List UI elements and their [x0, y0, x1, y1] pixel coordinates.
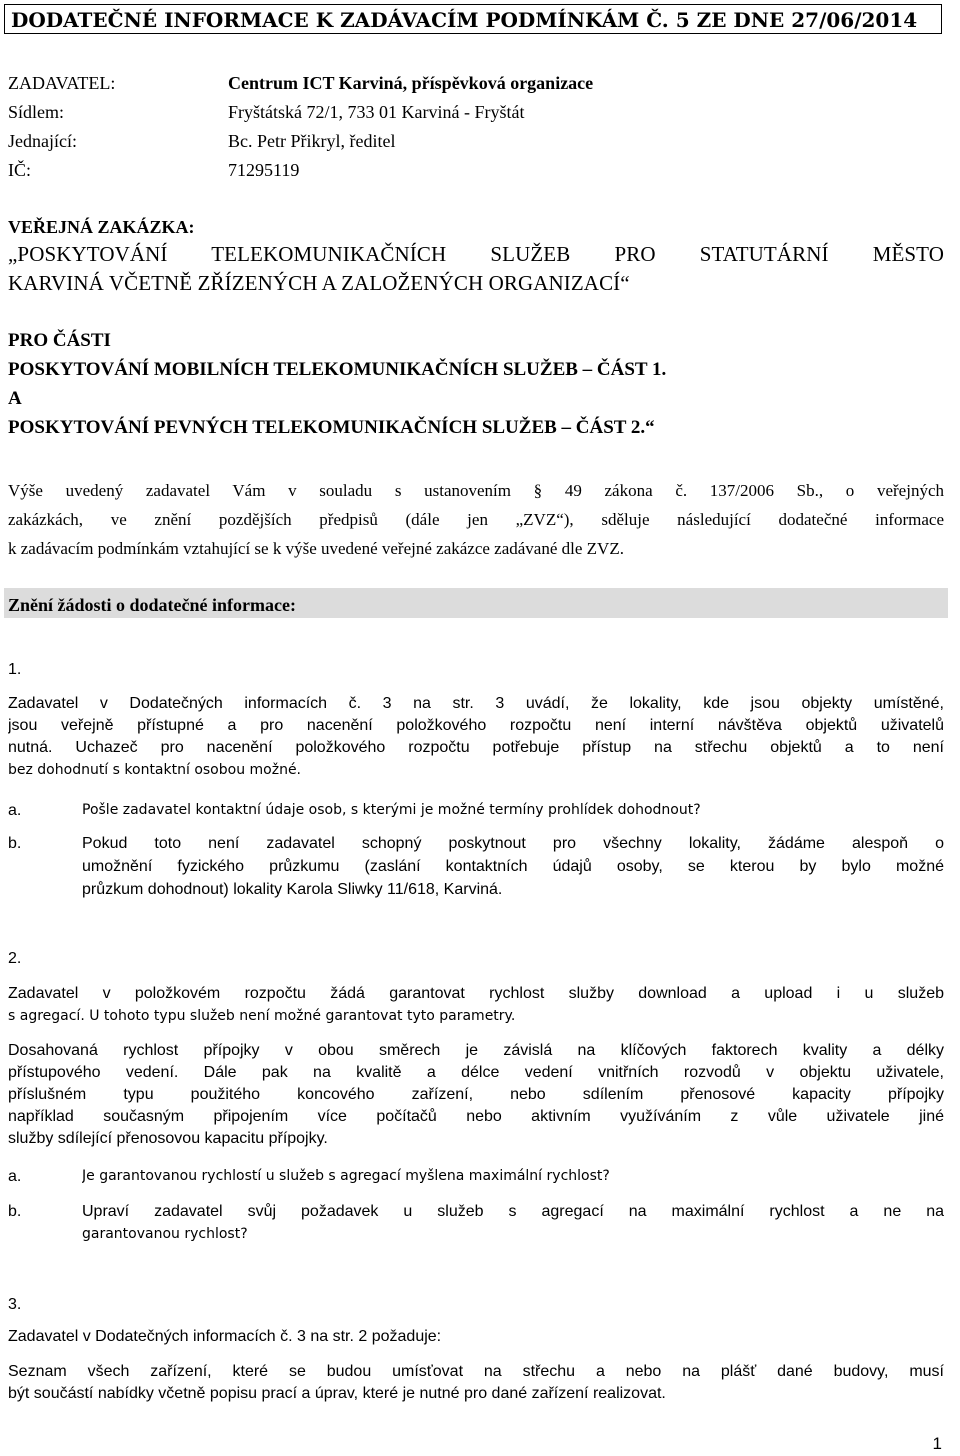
- ic-value: 71295119: [228, 160, 300, 180]
- jednajici-label: Jednající:: [8, 131, 77, 151]
- q1-a-text: Pošle zadavatel kontaktní údaje osob, s kterými je možné termíny prohlídek dohodnout?: [82, 802, 701, 818]
- q1-line: bez dohodnutí s kontaktní osobou možné.: [8, 762, 302, 778]
- info-row-jednajici: [8, 128, 938, 154]
- q3-line: být součástí nabídky včetně popisu prací a úprav, které je nutné pro dané zařízení realizovat.: [8, 1385, 666, 1402]
- intro-line: k zadávacím podmínkám vztahující se k výše uvedené veřejné zakázce zadávané dle ZVZ.: [8, 539, 624, 558]
- q2-p2-line: například současným připojením více počítačů nebo aktivním využíváním z vůle uživatele jiné: [8, 1108, 944, 1125]
- q1-b-line: umožnění fyzického průzkumu (zaslání kontaktních údajů osoby, se kterou by bylo možné: [82, 858, 944, 875]
- jednajici-value: Bc. Petr Přikryl, ředitel: [228, 131, 396, 151]
- sidlo-value: Fryštátská 72/1, 733 01 Karviná - Fryštát: [228, 102, 525, 122]
- q2-p2-line: služby sdílející přenosovou kapacitu přípojky.: [8, 1130, 328, 1147]
- q2-b-line: garantovanou rychlost?: [82, 1226, 248, 1242]
- q2-p2-line: přístupového vedení. Dále pak na kvalitě a délce vedení vnitřních rozvodů v objektu uživatele,: [8, 1064, 944, 1081]
- q2-a-marker: a.: [8, 1168, 22, 1185]
- q2-paragraph-2: [8, 1040, 944, 1150]
- q2-p2-line: příslušném typu použitého koncového zařízení, nebo sdílením přenosové kapacity přípojky: [8, 1086, 944, 1103]
- page-number: 1: [932, 1434, 942, 1453]
- q3-line: Seznam všech zařízení, které se budou umísťovat na střechu a nebo na plášť dané budovy, musí: [8, 1363, 944, 1380]
- section-heading: Znění žádosti o dodatečné informace:: [4, 588, 948, 618]
- intro-line: zakázkách, ve znění pozdějších předpisů (dále jen „ZVZ“), sděluje následující dodatečné informace: [8, 510, 944, 529]
- q1-line: jsou veřejně přístupné a pro nacenění položkového rozpočtu není interní návštěva objektů uživatelů: [8, 717, 944, 734]
- q2-p1-line: s agregací. U tohoto typu služeb není možné garantovat tyto parametry.: [8, 1008, 516, 1024]
- contract-title-line1: „POSKYTOVÁNÍ TELEKOMUNIKAČNÍCH SLUŽEB PRO STATUTÁRNÍ MĚSTO: [8, 242, 944, 266]
- q1-line: nutná. Uchazeč pro nacenění položkového rozpočtu potřebuje přístup na střechu objektů a to není: [8, 739, 944, 756]
- parts-label: PRO ČÁSTI: [8, 330, 111, 351]
- part1-title: POSKYTOVÁNÍ MOBILNÍCH TELEKOMUNIKAČNÍCH SLUŽEB – ČÁST 1.: [8, 359, 667, 380]
- q1-b-line: Pokud toto není zadavatel schopný poskytnout pro všechny lokality, žádáme alespoň o: [82, 835, 944, 852]
- intro-paragraph: [8, 476, 944, 563]
- info-row-zadavatel: [8, 70, 938, 96]
- q2-a-text: Je garantovanou rychlostí u služeb s agregací myšlena maximální rychlost?: [82, 1168, 610, 1184]
- q2-paragraph-1: [8, 983, 944, 1027]
- contract-label: VEŘEJNÁ ZAKÁZKA:: [8, 217, 195, 237]
- contract-title-line2: KARVINÁ VČETNĚ ZŘÍZENÝCH A ZALOŽENÝCH ORGANIZACÍ“: [8, 271, 630, 295]
- part2-title: POSKYTOVÁNÍ PEVNÝCH TELEKOMUNIKAČNÍCH SLUŽEB – ČÁST 2.“: [8, 417, 655, 438]
- zadavatel-value: Centrum ICT Karviná, příspěvková organizace: [228, 73, 594, 93]
- q3-number: 3.: [8, 1296, 22, 1313]
- q2-number: 2.: [8, 950, 22, 967]
- q3-paragraph: [8, 1361, 944, 1405]
- q2-b-marker: b.: [8, 1203, 22, 1220]
- sidlo-label: Sídlem:: [8, 102, 65, 122]
- intro-line: Výše uvedený zadavatel Vám v souladu s ustanovením § 49 zákona č. 137/2006 Sb., o veřejných: [8, 481, 944, 500]
- q2-b-line: Upraví zadavatel svůj požadavek u služeb s agregací na maximální rychlost a ne na: [82, 1203, 944, 1220]
- zadavatel-label: ZADAVATEL:: [8, 73, 116, 93]
- and-word: A: [8, 388, 22, 409]
- info-row-ic: [8, 157, 938, 183]
- q3-intro: Zadavatel v Dodatečných informacích č. 3 na str. 2 požaduje:: [8, 1328, 442, 1345]
- q1-b-line: průzkum dohodnout) lokality Karola Sliwky 11/618, Karviná.: [82, 881, 503, 898]
- ic-label: IČ:: [8, 160, 32, 180]
- q1-paragraph: [8, 693, 944, 781]
- q1-b-marker: b.: [8, 835, 22, 852]
- q1-a-marker: a.: [8, 802, 22, 819]
- q2-p1-line: Zadavatel v položkovém rozpočtu žádá garantovat rychlost služby download a upload i u služeb: [8, 985, 944, 1002]
- q2-p2-line: Dosahovaná rychlost přípojky v obou směrech je závislá na klíčových faktorech kvality a délky: [8, 1042, 944, 1059]
- q1-number: 1.: [8, 661, 22, 678]
- info-row-sidlo: [8, 99, 938, 125]
- document-title: DODATEČNÉ INFORMACE K ZADÁVACÍM PODMÍNKÁM Č. 5 ZE DNE 27/06/2014: [4, 4, 942, 34]
- q1-line: Zadavatel v Dodatečných informacích č. 3 na str. 3 uvádí, že lokality, kde jsou objekty umístěné,: [8, 695, 944, 712]
